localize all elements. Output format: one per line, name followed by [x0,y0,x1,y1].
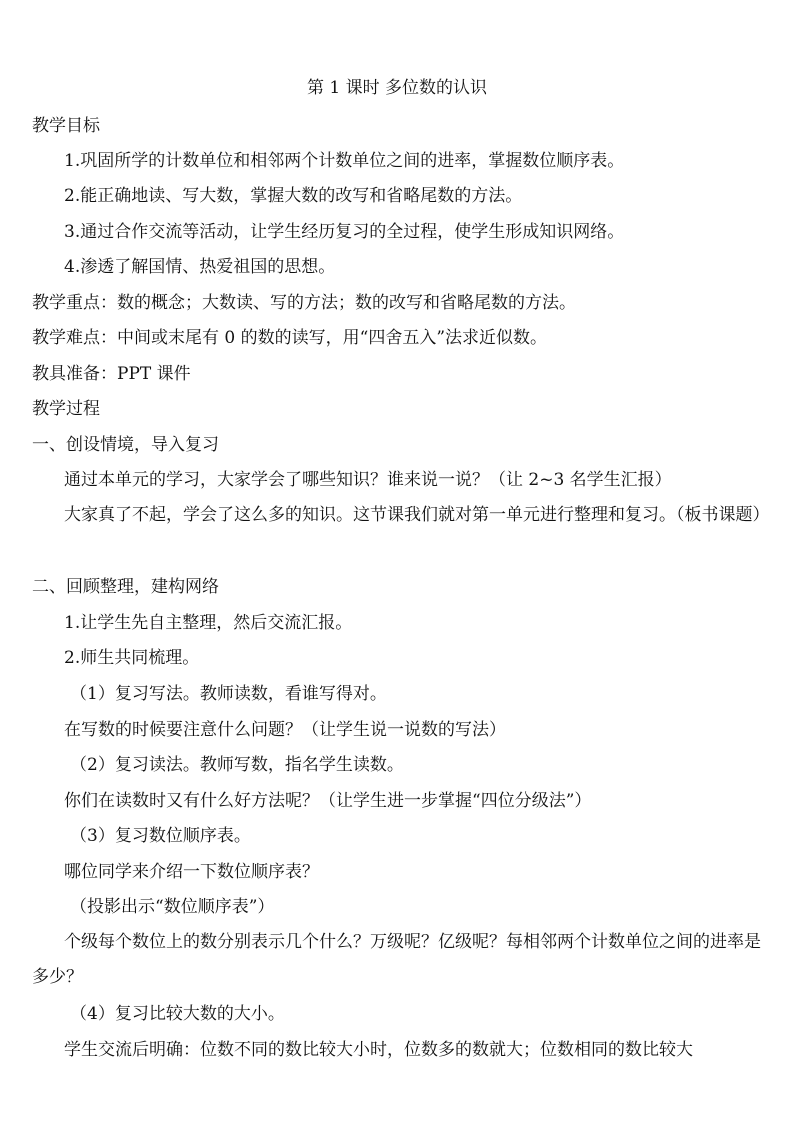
place-value-explanation: 个级每个数位上的数分别表示几个什么？万级呢？亿级呢？每相邻两个计数单位之间的进率是多少？ [32,932,761,987]
objective-4: 4.渗透了解国情、热爱祖国的思想。 [64,257,336,277]
teaching-aids: 教具准备：PPT 课件 [32,364,191,384]
paragraph-intro-question: 通过本单元的学习，大家学会了哪些知识？谁来说一说？（让 2~3 名学生汇报） [64,470,672,490]
review-writing: （1）复习写法。教师读数，看谁写得对。 [70,684,387,704]
writing-question: 在写数的时候要注意什么问题？（让学生说一说数的写法） [64,720,506,740]
part-one-heading: 一、创设情境，导入复习 [32,435,219,455]
step-2: 2.师生共同梳理。 [64,648,200,668]
projection-note: （投影出示“数位顺序表”） [70,897,275,917]
review-reading: （2）复习读法。教师写数，指名学生读数。 [70,755,404,775]
difficult-points: 教学难点：中间或末尾有 0 的数的读写，用“四舍五入”法求近似数。 [32,328,548,348]
place-value-question: 哪位同学来介绍一下数位顺序表？ [64,862,319,882]
objective-1: 1.巩固所学的计数单位和相邻两个计数单位之间的进率，掌握数位顺序表。 [64,151,625,171]
key-points: 教学重点：数的概念；大数读、写的方法；数的改写和省略尾数的方法。 [32,293,576,313]
review-comparison: （4）复习比较大数的大小。 [70,1004,285,1024]
paragraph-praise: 大家真了不起，学会了这么多的知识。这节课我们就对第一单元进行整理和复习。（板书课题） [64,505,770,525]
objective-3: 3.通过合作交流等活动，让学生经历复习的全过程，使学生形成知识网络。 [64,222,625,242]
step-1: 1.让学生先自主整理，然后交流汇报。 [64,613,353,633]
review-place-value-table: （3）复习数位顺序表。 [70,826,251,846]
section-heading-objectives: 教学目标 [32,116,100,136]
comparison-conclusion: 学生交流后明确：位数不同的数比较大小时，位数多的数就大；位数相同的数比较大 [64,1040,693,1060]
objective-2: 2.能正确地读、写大数，掌握大数的改写和省略尾数的方法。 [64,186,523,206]
part-two-heading: 二、回顾整理，建构网络 [32,577,219,597]
lesson-title: 第 1 课时 多位数的认识 [306,78,488,98]
reading-question: 你们在读数时又有什么好方法呢？（让学生进一步掌握“四位分级法”） [64,791,592,811]
section-heading-process: 教学过程 [32,399,100,419]
